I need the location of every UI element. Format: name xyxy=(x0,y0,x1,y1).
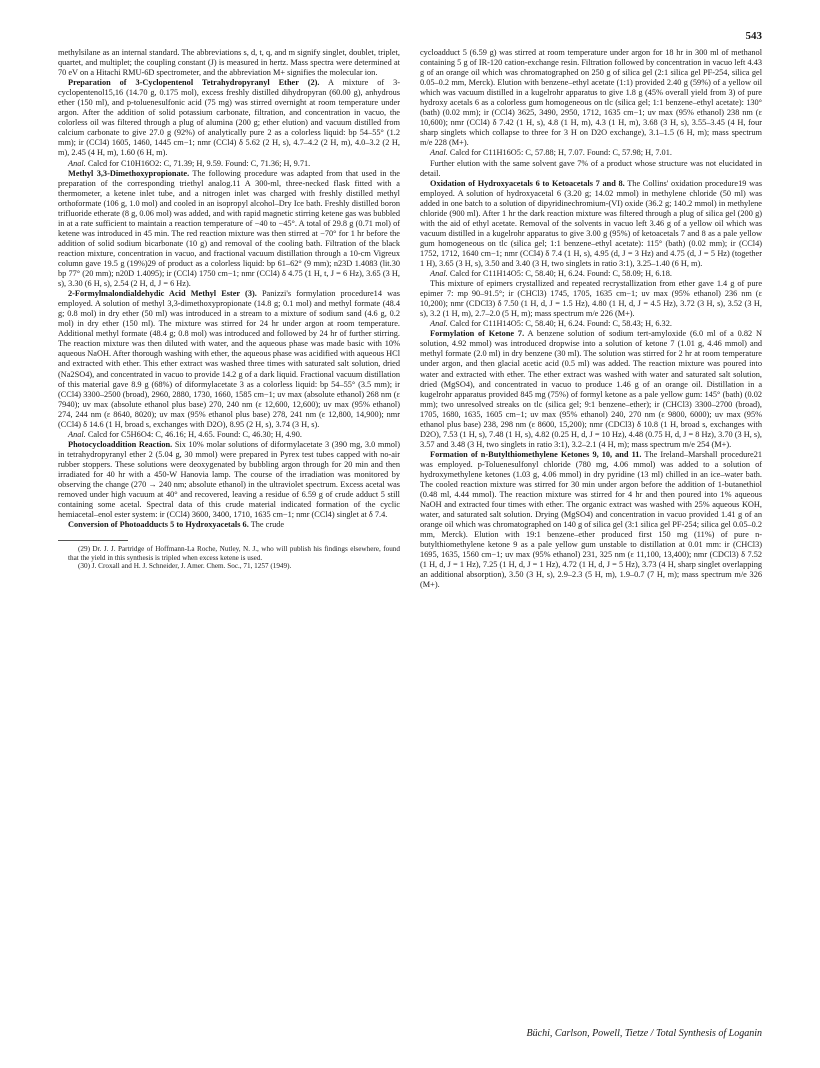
paragraph: Methyl 3,3-Dimethoxypropionate. The following procedure was adapted from that used in the preparation of the corresponding triethyl analog.11 A 300-ml, three-necked flask fitted with a thermometer, a ketene inlet tube, and a nitrogen inlet was charged with freshly distilled methyl orthoformate (106 g, 1.0 mol) and cooled in an isopropyl alcohol–Dry Ice bath. Freshly distilled boron trifluoride etherate (8 g, 0.06 mol) was added, and with rapid magnetic stirring ketene gas was bubbled in at a rate sufficient to maintain a reaction temperature of −40 to −45°. A total of 29.8 g (0.71 mol) of ketene was introduced in 45 min. The red reaction mixture was then stirred at −70° for 1 hr before the addition of solid sodium bicarbonate (10 g) and removal of the cooling bath. Filtration of the black reaction mixture, concentration in vacuo, and fractional vacuum distillation through a 10-cm Vigreux column gave 19.5 g (19%)29 of product as a colorless liquid: bp 61–62° (9 mm); n23D 1.4083 (lit.30 bp 77° (20 mm); n20D 1.4095); ir (CCl4) 1750 cm−1; nmr (CCl4) δ 4.75 (1 H, t, J = 6 Hz), 3.65 (3 H, s), 3.30 (6 H, s), 2.54 (2 H, d, J = 6 Hz). xyxy=(58,168,400,289)
section-heading: Photocycloaddition Reaction. xyxy=(68,439,173,449)
section-heading: Formation of n-Butylthiomethylene Ketones 9, 10, and 11. xyxy=(430,449,642,459)
paragraph: This mixture of epimers crystallized and repeated recrystallization from ether gave 1.4 g of pure epimer 7: mp 90–91.5°; ir (CHCl3) 1745, 1705, 1635 cm−1; uv max (95% ethanol) 236 nm (ε 10,200); nmr (CDCl3) δ 7.50 (1 H, d, J = 1.5 Hz), 4.80 (1 H, d, J = 4.5 Hz), 3.72 (3 H, s), 3.52 (3 H, s), 3.2 (1 H, m), 2.7–2.0 (5 H, m); mass spectrum m/e 226 (M+). xyxy=(420,279,762,319)
section-heading: Oxidation of Hydroxyacetals 6 to Ketoacetals 7 and 8. xyxy=(430,178,625,188)
paragraph: 2-Formylmalondialdehydic Acid Methyl Ester (3). Panizzi's formylation procedure14 was employed. A solution of methyl 3,3-dimethoxypropionate (14.8 g; 0.1 mol) and methyl formate (48.4 g; 0.8 mol) in dry ether (50 ml) was introduced in a stream to a mixture of sodium sand (4.6 g, 0.2 mol) in dry ether (150 ml). The mixture was stirred for 24 hr under argon at room temperature. Additional methyl formate (48.4 g; 0.8 mol) was introduced and followed by 24 hr of further stirring. The reaction mixture was then diluted with water, and the aqueous phase was made basic with 10% aqueous NaOH. After thorough washing with ether, the aqueous phase was acidified with aqueous HCl and extracted with ether. This ether extract was washed three times with saturated salt solution, dried (Na2SO4), and concentrated in vacuo to provide 14.2 g of a dark liquid. Fractional vacuum distillation of this material gave 8.9 g (68%) of diformylacetate 3 as a colorless liquid: bp 54–55° (3.5 mm); ir (CCl4) 3300–2500 (broad), 2960, 2880, 1730, 1660, 1585 cm−1; uv max (absolute ethanol) 268 nm (ε 7940); uv max (absolute ethanol plus base) 270, 240 nm (ε 12,600, 12,600); uv max (95% ethanol) 274, 244 nm (ε 8640, 8020); uv max (95% ethanol plus base) 278, 241 nm (ε 12,800, 14,900); nmr (CCl4) δ 14.6 (1 H, broad s, exchanges with D2O), 8.95 (2 H, s), 3.74 (3 H, s). xyxy=(58,289,400,429)
paragraph: Anal. Calcd for C11H14O5: C, 58.40; H, 6.24. Found: C, 58.43; H, 6.32. xyxy=(430,319,672,329)
running-footer: Büchi, Carlson, Powell, Tietze / Total Synthesis of Loganin xyxy=(526,1028,762,1039)
section-heading: Formylation of Ketone 7. xyxy=(430,329,525,339)
footnote: (29) Dr. J. J. Partridge of Hoffmann-La Roche, Nutley, N. J., who will publish his findings elsewhere, found that the yield in this synthesis is tripled when excess ketene is used. xyxy=(68,545,400,562)
paragraph: Preparation of 3-Cyclopentenol Tetrahydropyranyl Ether (2). A mixture of 3-cyclopentenol15,16 (14.70 g, 0.175 mol), excess freshly distilled dihydropyran (60.00 g), anhydrous ether (150 ml), and p-toluenesulfonic acid (75 mg) was stirred overnight at room temperature under argon. After the addition of solid potassium carbonate, filtration, and concentration in vacuo, the colorless oil was filtered through a plug of alumina (200 g; ether elution) and vacuum distilled from calcium carbonate to give 27.0 g (92%) of analytically pure 2 as a colorless liquid: bp 54–55° (1.2 mm); ir (CCl4) 1605, 1460, 1445 cm−1; nmr (CCl4) δ 5.62 (2 H, s), 4.7–4.2 (2 H, m), 4.0–3.2 (2 H, m), 2.45 (4 H, m), 1.60 (6 H, m). xyxy=(58,78,400,158)
paragraph: Photocycloaddition Reaction. Six 10% molar solutions of diformylacetate 3 (390 mg, 3.0 mmol) in tetrahydropyranyl ether 2 (5.04 g, 30 mmol) were prepared in Pyrex test tubes capped with no-air rubber stoppers. These solutions were deoxygenated by bubbling argon through for 20 min and then irradiated for 40 hr with a 450-W Hanovia lamp. The course of the irradiation was monitored by observing the change (270 → 240 nm; absolute ethanol) in the ultraviolet spectrum. Excess acetal was removed under high vacuum at 40° and recovered, leaving a residue of 6.59 g of crude adduct 5 still containing some acetal. Spectral data of this crude material indicated formation of the cyclic hemiacetal–enol ester system: ir (CCl4) 3600, 3400, 1710, 1635 cm−1; nmr (CCl4) singlet at δ 7.4. xyxy=(58,439,400,520)
section-heading: Conversion of Photoadducts 5 to Hydroxyacetals 6. xyxy=(68,520,249,530)
section-heading: 2-Formylmalondialdehydic Acid Methyl Ester (3). xyxy=(68,289,257,299)
right-column xyxy=(420,48,762,591)
section-heading: Preparation of 3-Cyclopentenol Tetrahydropyranyl Ether (2). xyxy=(68,78,320,88)
footnote: (30) J. Croxall and H. J. Schneider, J. Amer. Chem. Soc., 71, 1257 (1949). xyxy=(78,562,292,571)
paragraph: Anal. Calcd for C10H16O2: C, 71.39; H, 9.59. Found: C, 71.36; H, 9.71. xyxy=(68,158,311,168)
paragraph: Further elution with the same solvent gave 7% of a product whose structure was not elucidated in detail. xyxy=(420,158,762,178)
footnote-divider xyxy=(58,540,128,541)
paragraph: cycloadduct 5 (6.59 g) was stirred at room temperature under argon for 18 hr in 300 ml of methanol containing 5 g of IR-120 cation-exchange resin. Filtration followed by concentration in vacuo left 4.43 g of an orange oil which was chromatographed on 250 g of silica gel (2:1 silica gel PF-254, silica gel 0.05–0.2 mm, Merck). Elution with benzene–ethyl acetate (1:1) provided 2.40 g (59%) of a yellow oil which was vacuum distilled in a kugelrohr apparatus to give 1.8 g (45% overall yield from 3) of pure hydroxy acetals 6 as a colorless gum homogeneous on tlc (silica gel; 1:1 benzene–ethyl acetate): 130° (bath) (0.02 mm); ir (CCl4) 3625, 3490, 2950, 1712, 1635 cm−1; uv max (95% ethanol) 238 nm (ε 10,600); nmr (CCl4) δ 7.42 (1 H, s), 4.8 (1 H, m), 4.3 (1 H, m), 3.68 (3 H, s), 3.55–3.45 (4 H, four sharp singlets which collapse to three for 3 H on D2O exchange), 3.1–1.5 (6 H, m); mass spectrum m/e 228 (M+). xyxy=(420,48,762,148)
paragraph: Formation of n-Butylthiomethylene Ketones 9, 10, and 11. The Ireland–Marshall procedure21 was employed. p-Toluenesulfonyl chloride (780 mg, 4.06 mmol) was added to a solution of hydroxymethylene ketones (1.03 g, 4.06 mmol) in dry pyridine (13 ml) chilled in an ice–water bath. The cooled reaction mixture was stirred for 30 min under argon before the addition of 1-butanethiol (0.48 ml, 4.44 mmol). The reaction mixture was stirred for 4 hr and then poured into 1% aqueous NaOH and extracted four times with ether. The organic extract was washed with 25% aqueous KOH, water, and saturated salt solution. Drying (MgSO4) and concentration in vacuo provided 1.41 g of an orange oil which was chromatographed on 140 g of silica gel (3:1 silica gel PF-254; silica gel 0.05–0.2 mm, Merck). Elution with 19:1 benzene–ether produced first 150 mg (11%) of pure n-butylthiomethylene ketone 9 as a pale yellow gum unstable to distillation at 0.01 mm: ir (CHCl3) 1695, 1635, 1560 cm−1; uv max (95% ethanol) 231, 325 nm (ε 11,100, 13,400); nmr (CDCl3) δ 7.52 (1 H, d, J = 1 Hz), 7.25 (1 H, d, J = 1 Hz), 4.72 (1 H, d, J = 5 Hz), 3.73 (4 H, sharp singlet overlapping an additional absorption), 3.50 (3 H, s), 2.9–2.3 (5 H, m), 1.9–0.7 (7 H, m); mass spectrum m/e 326 (M+). xyxy=(420,449,762,590)
paragraph: Formylation of Ketone 7. A benzene solution of sodium tert-amyloxide (6.0 ml of a 0.82 N solution, 4.92 mmol) was introduced dropwise into a solution of ketone 7 (1.01 g, 4.46 mmol) and methyl formate (2.0 ml) in dry benzene (30 ml). The solution was stirred for 2 hr at room temperature under argon, and then glacial acetic acid (0.5 ml) was added. The reaction mixture was poured into water and extracted with ether. The ether extract was washed with water and saturated salt solution, dried (MgSO4), and concentrated in vacuo to produce 1.46 g of an orange oil. Distillation in a kugelrohr apparatus provided 845 mg (75%) of formyl ketone as a pale yellow gum: 145° (bath) (0.02 mm); two unresolved streaks on tlc (silica gel; 9:1 benzene–ether); ir (CHCl3) 3300–2700 (broad), 1705, 1680, 1635, 1605 cm−1; uv max (95% ethanol) 240, 270 nm (ε 9800, 6000); uv max (95% ethanol plus base) 238, 298 nm (ε 8600, 15,200); nmr (CDCl3) δ 10.8 (1 H, broad s, exchanges with D2O), 7.53 (1 H, s), 7.48 (1 H, s), 4.82 (0.25 H, d, J = 10 Hz), 4.48 (0.75 H, d, J = 8 Hz), 3.70 (3 H, s), 3.57 and 3.48 (3 H, two singlets in ratio 3:1), 3.2–2.1 (4 H, m); mass spectrum m/e 254 (M+). xyxy=(420,329,762,449)
paragraph: Anal. Calcd for C11H14O5: C, 58.40; H, 6.24. Found: C, 58.09; H, 6.18. xyxy=(430,269,672,279)
paragraph: Oxidation of Hydroxyacetals 6 to Ketoacetals 7 and 8. The Collins' oxidation procedure19 was employed. A solution of hydroxyacetal 6 (3.20 g; 14.02 mmol) in methylene chloride (50 ml) was added in one batch to a solution of dipyridinechromium-(VI) oxide (36.2 g; 140.2 mmol) in methylene chloride (900 ml). After 1 hr the dark reaction mixture was filtered through a plug of silica gel (200 g) with the aid of ethyl acetate. Removal of the solvents in vacuo left 3.46 g of a yellow oil which was vacuum distilled in a kugelrohr apparatus to give 3.00 g (95%) of ketoacetals 7 and 8 as a pale yellow gum homogeneous on tlc (silica gel; 1:1 benzene–ethyl acetate): 115° (bath) (0.02 mm); ir (CCl4) 1752, 1712, 1640 cm−1; nmr (CCl4) δ 7.4 (1 H, s), 4.95 (d, J = 3 Hz) and 4.75 (d, J = 5 Hz) (together 1 H), 3.65 (3 H, s), 3.50 and 3.40 (3 H, two singlets in ratio 3:1), 3.25–1.40 (6 H, m). xyxy=(420,178,762,268)
paragraph: Anal. Calcd for C5H6O4: C, 46.16; H, 4.65. Found: C, 46.30; H, 4.90. xyxy=(68,429,302,439)
paragraph: methylsilane as an internal standard. The abbreviations s, d, t, q, and m signify singlet, doublet, triplet, quartet, and multiplet; the coupling constant (J) is measured in hertz. Mass spectra were determined at 70 eV on a Hitachi RMU-6D spectrometer, and the abbreviation M+ signifies the molecular ion. xyxy=(58,48,400,78)
paragraph: Anal. Calcd for C11H16O5: C, 57.88; H, 7.07. Found: C, 57.98; H, 7.01. xyxy=(430,148,672,158)
page-number: 543 xyxy=(745,30,762,42)
section-heading: Methyl 3,3-Dimethoxypropionate. xyxy=(68,168,190,178)
paragraph: Conversion of Photoadducts 5 to Hydroxyacetals 6. The crude xyxy=(68,520,285,530)
left-column xyxy=(58,48,400,571)
